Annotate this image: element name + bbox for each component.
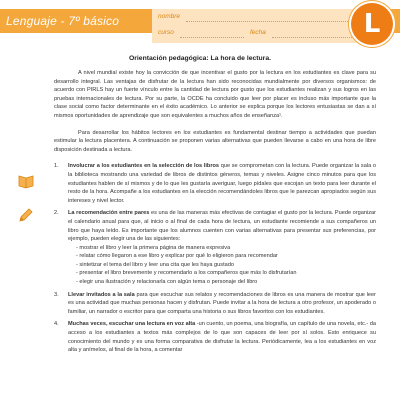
nombre-field[interactable] bbox=[186, 21, 356, 22]
nombre-label: nombre bbox=[158, 13, 181, 20]
fecha-label: fecha bbox=[250, 29, 266, 36]
subject-logo bbox=[351, 3, 393, 45]
subject-label: Lenguaje - 7º básico bbox=[6, 14, 120, 28]
item-number: 3. bbox=[54, 291, 59, 298]
student-fields-box bbox=[152, 9, 362, 43]
intro-paragraph: Para desarrollar los hábitos lectores en los estudiantes es fundamental destinar tiempo a actividades que puedan estimular la lectura placentera. A continuación se proponen varias alternativas que pueden llevarse a cabo en una hora de libre disposición destinada a lectura. bbox=[54, 129, 376, 153]
document-body bbox=[54, 69, 376, 359]
dash-item: - mostrar el libro y leer la primera página de manera expresiva bbox=[76, 244, 231, 251]
item-number: 2. bbox=[54, 210, 59, 217]
dash-item: - elegir una ilustración y relacionarla con algún tema o personaje del libro bbox=[76, 279, 258, 286]
item-lead: Involucrar a los estudiantes en la selección de los libros bbox=[68, 163, 220, 170]
dash-item: - sintetizar el tema del libro y leer una cita que les haya gustado bbox=[76, 261, 234, 268]
curso-field[interactable] bbox=[180, 37, 244, 38]
item-lead: La recomendación entre pares bbox=[68, 210, 150, 217]
item-text: es una de las maneras más efectivas de contagiar el gusto por la lectura. Puede organizar el calendario anual para que, al inicio o al final de cada hora de lectura, un estudiante recomiende a sus compañeros un libro que haya leído. Es importante que los alumnos cuenten con varias alternativas para presentar sus preferencias, por ejemplo, pueden elegir una de las siguientes: bbox=[68, 210, 377, 243]
intro-paragraph: A nivel mundial existe hoy la convicción de que incentivar el gusto por la lectura en los estudiantes es clave para su desarrollo integral. Las ventajas de disfrutar de la lectura han sido reconocidas mundialmente por diversos organismos: de acuerdo con PIRLS hay un fuerte vínculo entre la cantidad de lectura por gusto que los estudiantes realizan y sus logros en las pruebas internacionales de lectura. Por su parte, la OCDE ha concluido que leer por placer es incluso más importante que la clase social como factor determinante en el éxito académico. Lo anterior se explica porque los lectores entusiastas se dan a sí mismos oportunidades de aprendizaje que son equivalentes a muchos años de enseñanza¹. bbox=[54, 70, 376, 119]
fecha-field[interactable] bbox=[272, 37, 356, 38]
list-item bbox=[54, 162, 376, 205]
dash-item: - presentar el libro brevemente y recomendarlo a los compañeros que más lo disfrutarían bbox=[76, 270, 297, 277]
item-number: 1. bbox=[54, 163, 59, 170]
list-item bbox=[54, 291, 376, 317]
item-text: que se comprometan con la lectura. Puede organizar la sala o la biblioteca mostrando una variedad de libros de distintos géneros, temas y niveles. Asigne cinco minutos para que los estudiantes hablen de sí mismos y de lo que les gustaría averiguar, luego pídales que escojan un texto para leer durante el resto de la hora. Acompañe a los estudiantes en la elección recomendándoles libros que le parezcan apropiados según sus intereses y nivel lector. bbox=[68, 163, 376, 204]
item-number: 4. bbox=[54, 321, 59, 328]
book-icon bbox=[17, 172, 35, 190]
logo-letter: L bbox=[363, 9, 381, 39]
list-item bbox=[54, 209, 376, 286]
item-text: -un cuento, un poema, una biografía, un capítulo de una novela, etc.- da acceso a los estudiantes a textos más complejos de lo que son capaces de leer por sí solos. Esto enriquece su conocimiento del mundo y es una forma comparativa de disfrutar la lectura. Periódicamente, lea a los estudiantes en voz alta y anímelos, al final de la hora, a comentar bbox=[68, 321, 376, 354]
curso-label: curso bbox=[158, 29, 174, 36]
list-item bbox=[54, 320, 376, 354]
item-lead: Muchas veces, escuchar una lectura en voz alta bbox=[68, 321, 196, 328]
page-title: Orientación pedagógica: La hora de lectura. bbox=[128, 55, 271, 62]
worksheet-header bbox=[0, 0, 400, 46]
dash-item: - relatar cómo llegaron a ese libro y explicar por qué lo eligieron para recomendar bbox=[76, 253, 278, 260]
pencil-icon bbox=[17, 206, 35, 224]
item-text: para que escuchar sus relatos y recomendaciones de libros es una manera de mostrar que leer es una actividad que muchas personas hacen y disfrutan. Puede invitar a la hora de lectura a otro profesor, un apoderado o familiar, un narrador o escritor para que comparta una historia o sus libros favoritos con los estudiantes. bbox=[68, 291, 376, 315]
item-lead: Llevar invitados a la sala bbox=[68, 291, 135, 298]
